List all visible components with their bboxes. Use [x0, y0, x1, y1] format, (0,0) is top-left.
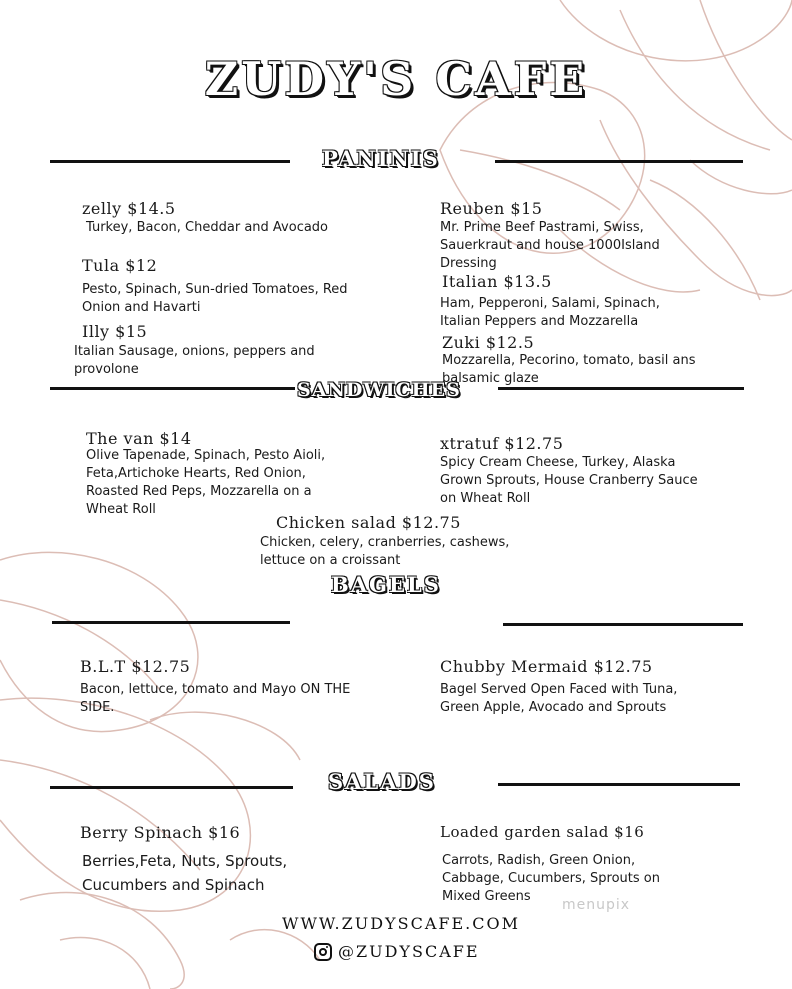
menu-item-desc: Pesto, Spinach, Sun-dried Tomatoes, Red Onion and Havarti	[82, 282, 348, 315]
section-rule-left	[52, 621, 290, 624]
menu-item-name: Loaded garden salad $16	[440, 823, 645, 841]
website-link[interactable]: WWW.ZUDYSCAFE.COM	[282, 914, 520, 933]
menu-item-name: Chicken salad $12.75	[276, 513, 461, 532]
menu-item-name: zelly $14.5	[82, 199, 176, 218]
menu-item-desc: Bagel Served Open Faced with Tuna, Green Apple, Avocado and Sprouts	[440, 682, 678, 715]
menu-item-name: Illy $15	[82, 322, 148, 341]
section-title-bagels: BAGELS	[331, 572, 441, 597]
menu-item-desc: Berries,Feta, Nuts, Sprouts, Cucumbers and Spinach	[82, 852, 288, 894]
menu-item-desc: Spicy Cream Cheese, Turkey, Alaska Grown Sprouts, House Cranberry Sauce on Wheat Roll	[440, 455, 698, 506]
section-rule-left	[50, 387, 295, 390]
menu-item-name: The van $14	[86, 429, 192, 448]
menu-item-name: Tula $12	[82, 256, 158, 275]
section-rule-right	[498, 783, 740, 786]
menu-item-desc: Ham, Pepperoni, Salami, Spinach, Italian Peppers and Mozzarella	[440, 296, 660, 329]
menu-item-name: Chubby Mermaid $12.75	[440, 657, 653, 676]
section-rule-right	[498, 387, 744, 390]
watermark: menupix	[562, 897, 631, 913]
menu-item-desc: Mr. Prime Beef Pastrami, Swiss, Sauerkraut and house 1000Island Dressing	[440, 220, 660, 271]
instagram-handle: @ZUDYSCAFE	[338, 942, 480, 961]
menu-item-desc: Carrots, Radish, Green Onion, Cabbage, Cucumbers, Sprouts on Mixed Greens	[442, 853, 660, 904]
section-rule-right	[503, 623, 743, 626]
menu-item-desc: Turkey, Bacon, Cheddar and Avocado	[86, 220, 329, 235]
menu-item-desc: Chicken, celery, cranberries, cashews, lettuce on a croissant	[260, 535, 510, 568]
menu-item-name: xtratuf $12.75	[440, 434, 564, 453]
section-rule-left	[50, 786, 293, 789]
menu-item-name: Italian $13.5	[442, 272, 552, 291]
menu-item-name: Zuki $12.5	[442, 333, 535, 352]
menu-item-desc: Italian Sausage, onions, peppers and provolone	[74, 344, 315, 377]
menu-item-name: Reuben $15	[440, 199, 543, 218]
menu-item-desc: Olive Tapenade, Spinach, Pesto Aioli, Feta,Artichoke Hearts, Red Onion, Roasted Red Peps, Mozzarella on a Wheat Roll	[86, 448, 326, 517]
section-title-sandwiches: SANDWICHES	[297, 379, 461, 401]
instagram-icon	[314, 943, 332, 961]
section-title-paninis: PANINIS	[322, 146, 440, 171]
cafe-title: ZUDY'S CAFE	[204, 52, 588, 106]
section-title-salads: SALADS	[328, 769, 436, 794]
menu-item-name: B.L.T $12.75	[80, 657, 191, 676]
menu-item-desc: Bacon, lettuce, tomato and Mayo ON THE SIDE.	[80, 682, 351, 715]
section-rule-left	[50, 160, 290, 163]
instagram-row[interactable]	[314, 942, 480, 961]
menu-item-name: Berry Spinach $16	[80, 823, 241, 842]
section-rule-right	[495, 160, 743, 163]
menu-item-desc: Mozzarella, Pecorino, tomato, basil ans balsamic glaze	[442, 353, 696, 386]
